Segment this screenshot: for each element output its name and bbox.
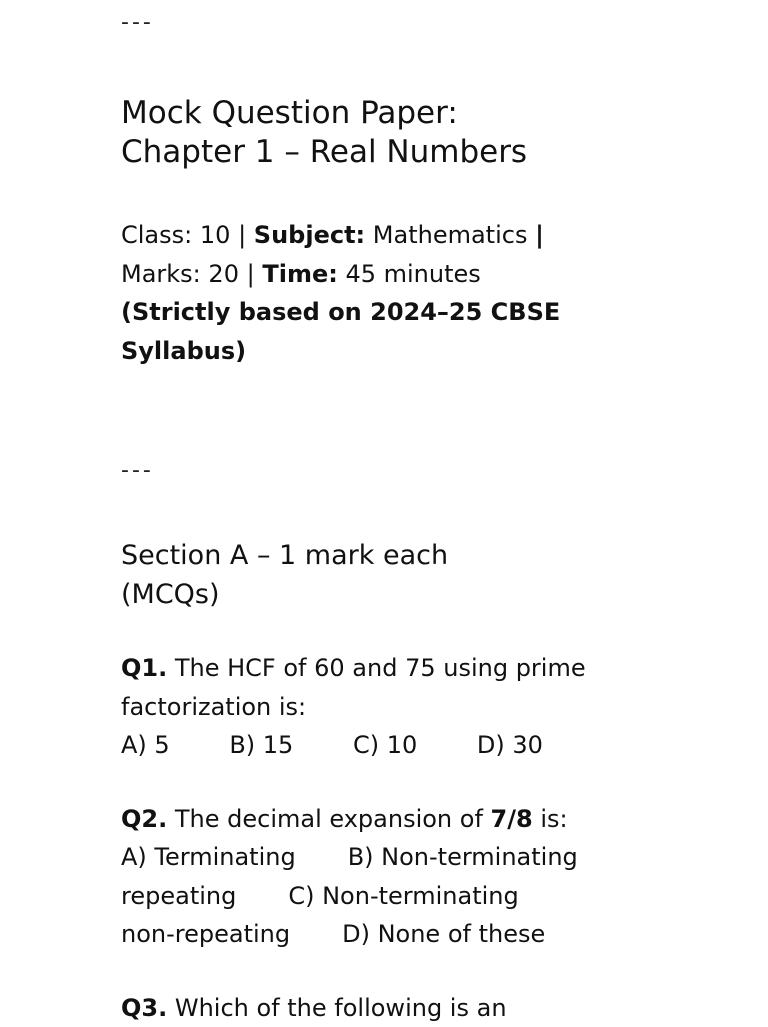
question-number: Q3. xyxy=(121,994,167,1022)
marks-value: 20 xyxy=(208,260,239,288)
question-3 xyxy=(121,989,641,1027)
question-text xyxy=(121,649,641,688)
page-title-line-1: Mock Question Paper: xyxy=(121,94,641,133)
question-text-line-2: factorization is: xyxy=(121,688,641,727)
options-line-3 xyxy=(121,915,641,954)
document-content xyxy=(121,0,641,1027)
subject-value: Mathematics xyxy=(373,221,528,249)
details-line-2 xyxy=(121,255,641,294)
marks-label: Marks: xyxy=(121,260,201,288)
option-c: C) 10 xyxy=(353,726,417,765)
option-b: B) Non-terminating xyxy=(348,843,578,871)
page-title xyxy=(121,94,641,172)
class-value: 10 xyxy=(200,221,231,249)
question-text-line-1: Which of the following is an xyxy=(175,994,507,1022)
option-d: D) None of these xyxy=(342,920,545,948)
option-c-continued: non-repeating xyxy=(121,920,290,948)
separator: | xyxy=(535,221,544,249)
syllabus-note-line-1: (Strictly based on 2024–25 CBSE xyxy=(121,298,560,326)
page-title-line-2: Chapter 1 – Real Numbers xyxy=(121,133,641,172)
question-2 xyxy=(121,800,641,954)
syllabus-note xyxy=(121,293,641,370)
question-fraction: 7/8 xyxy=(491,805,533,833)
option-b: B) 15 xyxy=(229,726,293,765)
question-text xyxy=(121,989,641,1027)
separator: | xyxy=(238,221,246,249)
section-heading-line-2: (MCQs) xyxy=(121,575,641,614)
syllabus-note-line-2: Syllabus) xyxy=(121,337,246,365)
top-divider: --- xyxy=(121,10,641,36)
class-label: Class: xyxy=(121,221,192,249)
option-a: A) Terminating xyxy=(121,843,296,871)
paper-details xyxy=(121,216,641,370)
option-a: A) 5 xyxy=(121,726,170,765)
question-text-suffix: is: xyxy=(540,805,567,833)
section-divider: --- xyxy=(121,458,641,484)
question-number: Q2. xyxy=(121,805,167,833)
details-line-1 xyxy=(121,216,641,255)
question-number: Q1. xyxy=(121,654,167,682)
section-heading xyxy=(121,536,641,614)
question-text-line-1: The HCF of 60 and 75 using prime xyxy=(175,654,586,682)
options-line-2 xyxy=(121,877,641,916)
option-d: D) 30 xyxy=(477,726,543,765)
separator: | xyxy=(247,260,255,288)
section-heading-line-1: Section A – 1 mark each xyxy=(121,536,641,575)
option-c: C) Non-terminating xyxy=(288,882,518,910)
options-line-1 xyxy=(121,838,641,877)
options xyxy=(121,726,641,765)
question-text-prefix: The decimal expansion of xyxy=(175,805,483,833)
question-text xyxy=(121,800,641,839)
time-value: 45 minutes xyxy=(345,260,480,288)
subject-label: Subject: xyxy=(254,221,365,249)
time-label: Time: xyxy=(262,260,337,288)
option-b-continued: repeating xyxy=(121,882,236,910)
question-1 xyxy=(121,649,641,765)
